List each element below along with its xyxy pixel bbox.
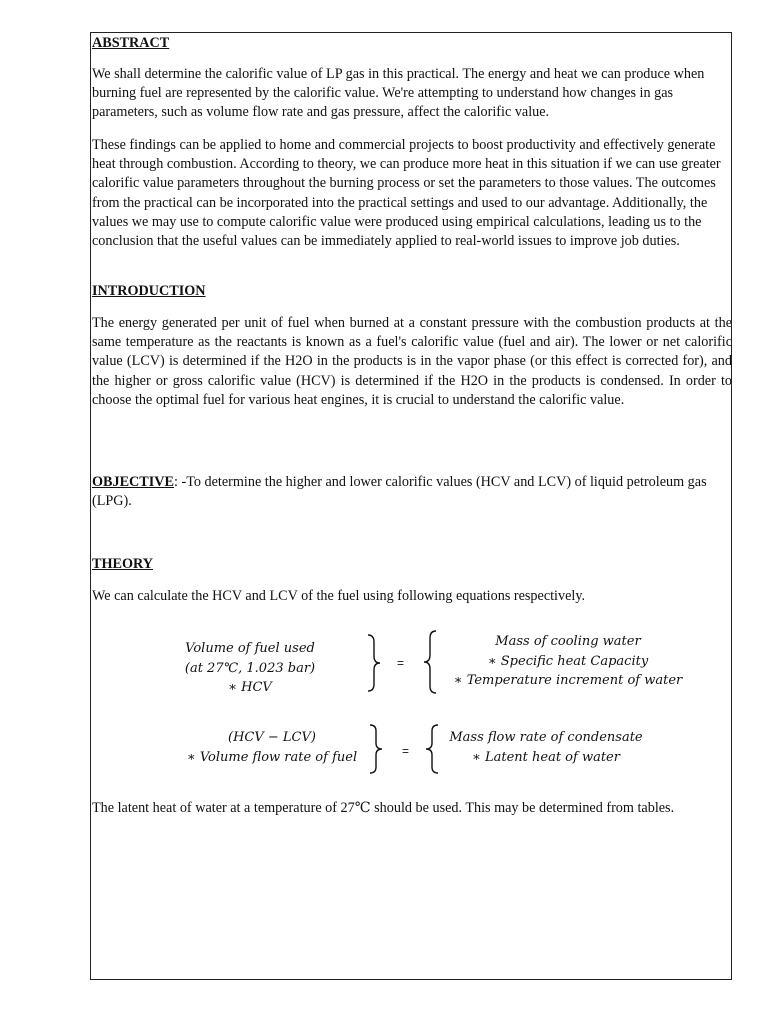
theory-heading: THEORY [92, 556, 153, 572]
objective-text: : -To determine the higher and lower calorific values (HCV and LCV) of liquid petroleum gas (LPG). [92, 474, 707, 510]
eq2-left [180, 728, 364, 767]
eq1-left-line-1: Volume of fuel used [185, 641, 315, 656]
objective-paragraph [92, 473, 724, 511]
eq2-left-line-2: ∗ Volume flow rate of fuel [186, 749, 358, 765]
abstract-heading: ABSTRACT [92, 35, 170, 51]
eq1-right [440, 632, 696, 691]
introduction-heading: INTRODUCTION [92, 283, 206, 299]
eq2-right-line-2: ∗ Latent heat of water [472, 749, 620, 765]
eq2-right [440, 728, 652, 767]
introduction-paragraph: The energy generated per unit of fuel when burned at a constant pressure with the combustion products at the same temperature as the reactants is known as a fuel's calorific value (fuel and air). The lower or net calorific value (LCV) is determined if the H2O in the products is in the vapor phase (or this effect is corrected for), and the higher or gross calorific value (HCV) is determined if the H2O in the products is condensed. In order to choose the optimal fuel for various heat engines, it is crucial to understand the calorific value. [92, 315, 732, 408]
eq2-right-line-1: Mass flow rate of condensate [449, 730, 643, 745]
theory-paragraph: We can calculate the HCV and LCV of the fuel using following equations respectively. [92, 588, 586, 604]
eq2-left-line-1: (HCV − LCV) [228, 730, 316, 745]
eq1-left-line-2: (at 27℃, 1.023 bar) [184, 660, 316, 676]
latent-heat-paragraph: The latent heat of water at a temperature of 27℃ should be used. This may be determined from tables. [92, 800, 675, 816]
eq2-equals-sign: = [402, 744, 410, 758]
eq1-right-line-2: ∗ Specific heat Capacity [487, 653, 649, 669]
objective-heading: OBJECTIVE [92, 474, 174, 490]
eq2-right-curly-brace [368, 724, 388, 774]
abstract-paragraph-2: These findings can be applied to home and commercial projects to boost productivity and effectively generate heat through combustion. According to theory, we can produce more heat in this situation if we can use greater calorific value parameters throughout the burning process or set the parameters to those values. The outcomes from the practical can be incorporated into the practical settings and used to our advantage. Additionally, the values we may use to compute calorific value were produced using empirical calculations, leading us to the conclusion that the useful values can be immediately applied to real-world issues to improve job duties. [92, 137, 721, 250]
eq1-left-curly-brace [422, 630, 442, 694]
abstract-paragraph-1: We shall determine the calorific value of LP gas in this practical. The energy and heat we can produce when burning fuel are represented by the calorific value. We're attempting to understand how changes in gas parameters, such as volume flow rate and gas pressure, affect the calorific value. [92, 66, 705, 121]
eq1-left [162, 639, 338, 698]
eq1-left-line-3: ∗ HCV [228, 680, 272, 695]
eq1-equals-sign: = [397, 656, 405, 670]
eq1-right-curly-brace [366, 634, 386, 692]
eq1-right-line-1: Mass of cooling water [495, 634, 641, 649]
eq1-right-line-3: ∗ Temperature increment of water [453, 673, 683, 688]
